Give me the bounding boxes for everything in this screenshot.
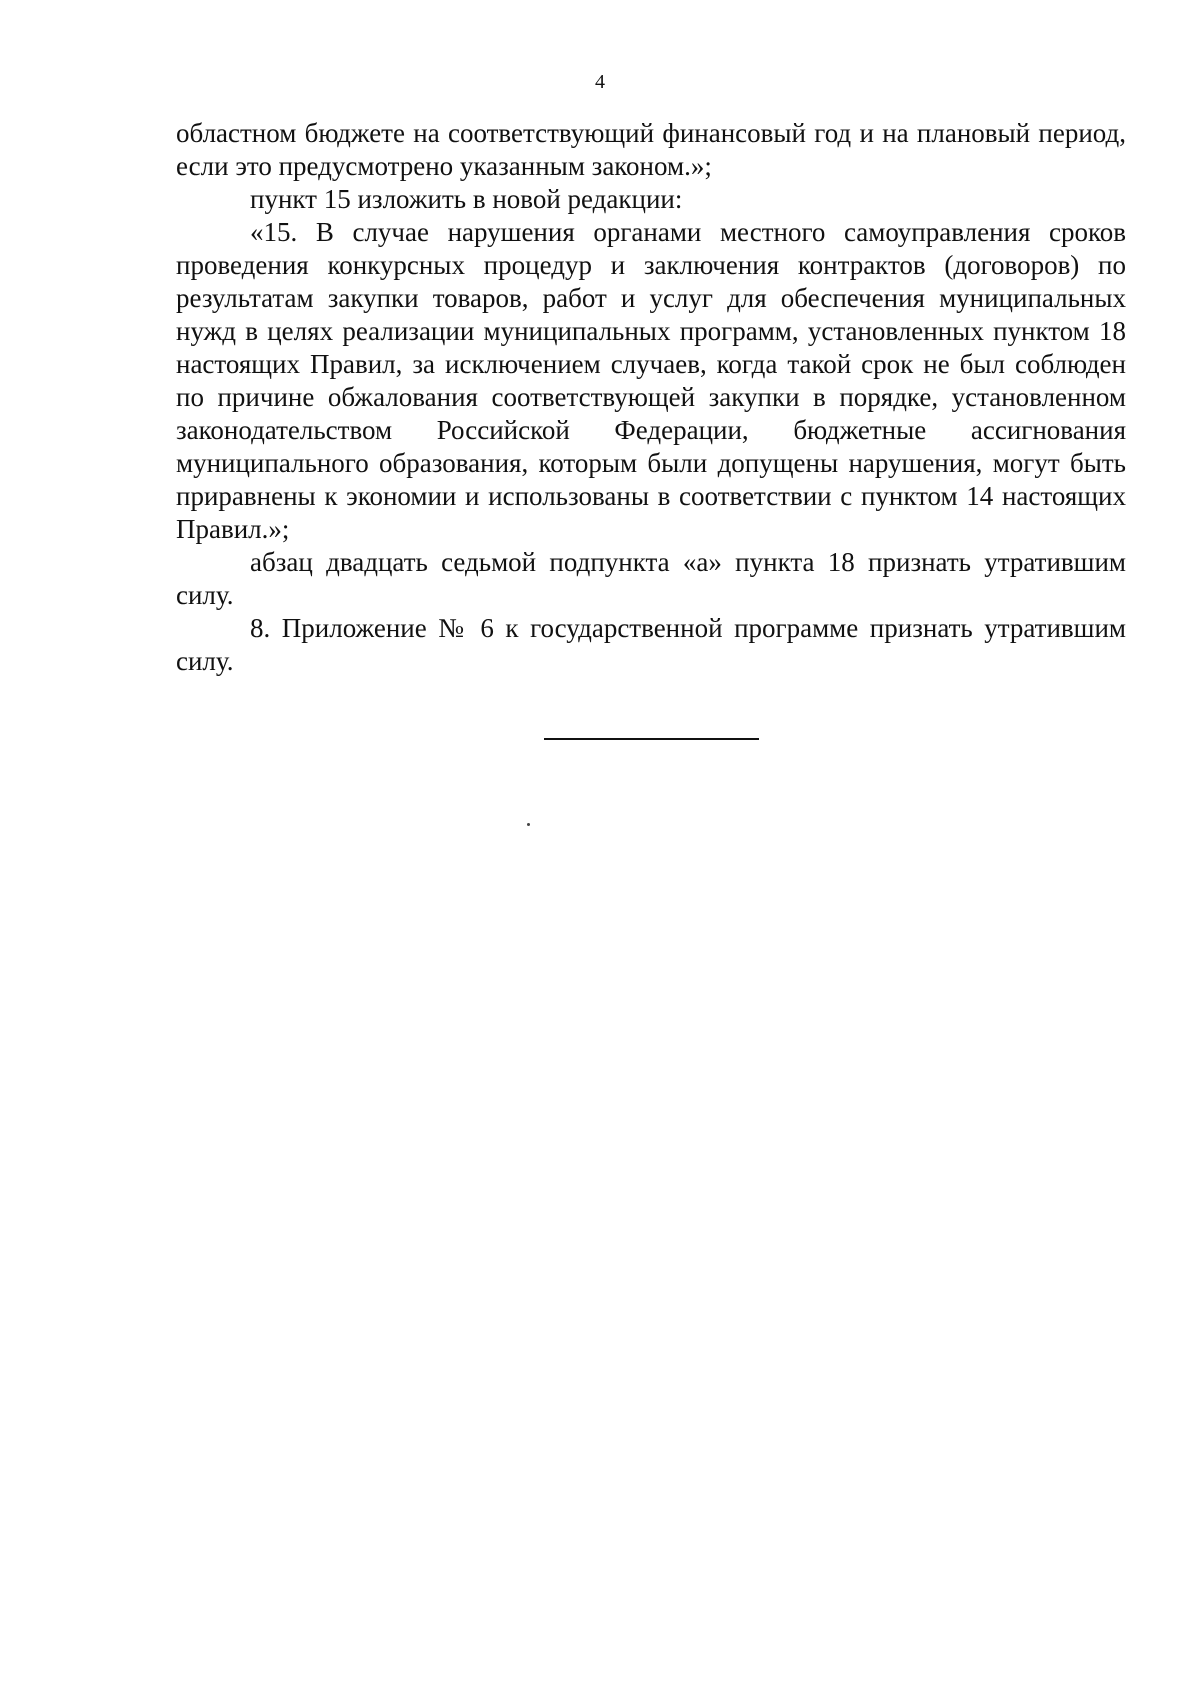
paragraph-budget-continuation: областном бюджете на соответствующий финансовый год и на плановый период, если это предусмотрено указанным законом.»;: [176, 118, 1126, 181]
paragraph-appendix-6-repeal: 8. Приложение № 6 к государственной программе признать утратившим силу.: [176, 613, 1126, 676]
page-number: 4: [595, 71, 605, 93]
scan-speck: [527, 823, 530, 826]
document-body: [176, 117, 1126, 678]
paragraph-item-15-text: «15. В случае нарушения органами местного самоуправления сроков проведения конкурсных процедур и заключения контрактов (договоров) по результатам закупки товаров, работ и услуг для обеспечения муниципальных нужд в целях реализации муниципальных программ, установленных пунктом 18 настоящих Правил, за исключением случаев, когда такой срок не был соблюден по причине обжалования соответствующей закупки в порядке, установленном законодательством Российской Федерации, бюджетные ассигнования муниципального образования, которым были допущены нарушения, могут быть приравнены к экономии и использованы в соответствии с пунктом 14 настоящих Правил.»;: [176, 217, 1126, 544]
paragraph-item-15-instruction: пункт 15 изложить в новой редакции:: [250, 184, 683, 214]
end-of-document-rule: [544, 738, 759, 740]
paragraph-item-18-repeal: абзац двадцать седьмой подпункта «а» пункта 18 признать утратившим силу.: [176, 547, 1126, 610]
